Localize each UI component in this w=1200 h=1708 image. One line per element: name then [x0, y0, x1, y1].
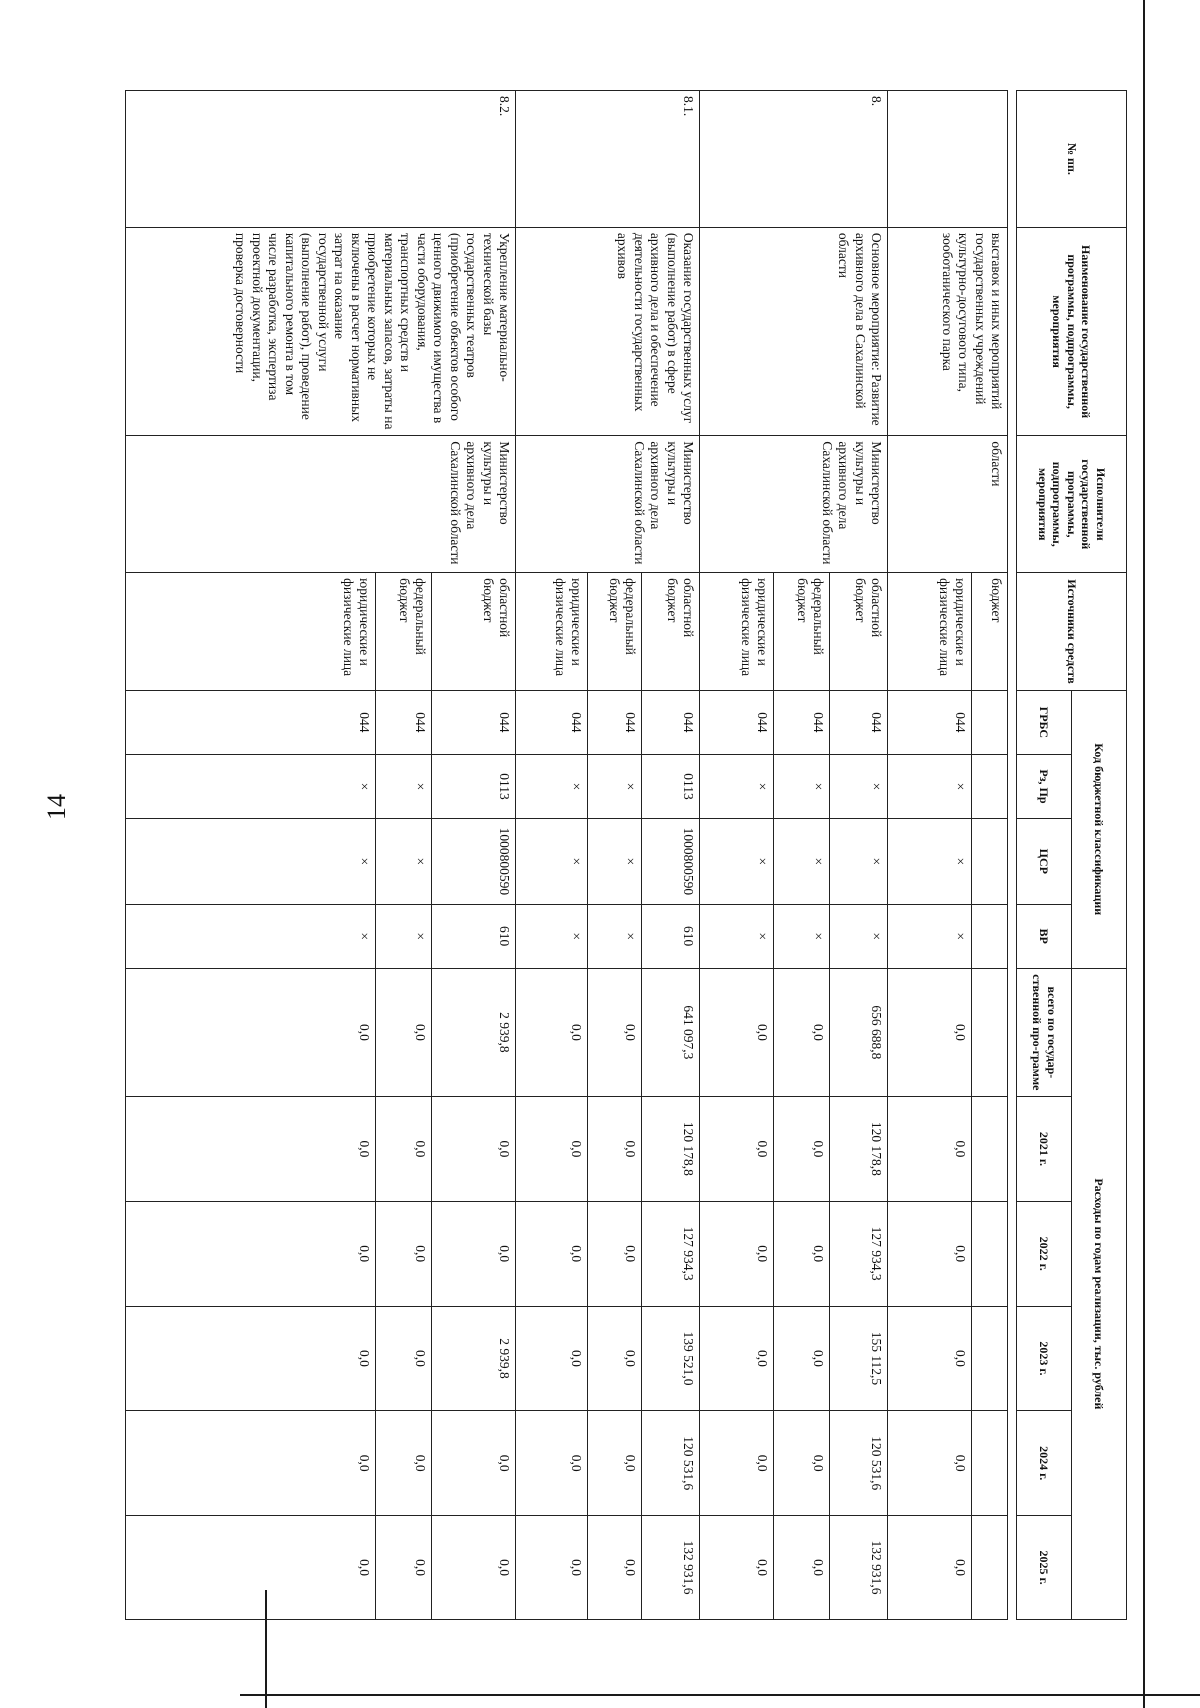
cell-num: 8.1. — [516, 91, 700, 228]
table-row — [432, 91, 516, 1620]
cell-rzpr: × — [376, 754, 432, 818]
cell-2023: 155 112,5 — [830, 1306, 888, 1411]
cell-2022: 0,0 — [126, 1201, 376, 1306]
cell-2021: 120 178,8 — [830, 1097, 888, 1202]
cell-2021: 0,0 — [126, 1097, 376, 1202]
cell-2022: 127 934,3 — [642, 1201, 700, 1306]
cell-2025: 0,0 — [432, 1516, 516, 1620]
cell-total: 0,0 — [126, 968, 376, 1096]
cell-vr: × — [830, 904, 888, 968]
cell-source: областной бюджет — [642, 573, 700, 691]
table-row — [830, 91, 888, 1620]
cell-2021: 120 178,8 — [642, 1097, 700, 1202]
cell-source: областной бюджет — [830, 573, 888, 691]
header-vr: ВР — [1017, 904, 1072, 968]
cell-vr: × — [888, 904, 972, 968]
cell-csr: × — [516, 819, 588, 905]
table-row — [972, 91, 1008, 1620]
cell-grbs: 044 — [700, 690, 774, 754]
cell-2022: 127 934,3 — [830, 1201, 888, 1306]
cell-source: федеральный бюджет — [588, 573, 642, 691]
cell-2025: 132 931,6 — [642, 1516, 700, 1620]
cell-2022: 0,0 — [588, 1201, 642, 1306]
cell-vr: × — [126, 904, 376, 968]
cell-csr: 1000800590 — [432, 819, 516, 905]
cell-name: выставок и иных мероприятий государственных учреждений культурно-досугового типа, зооботанического парка — [888, 227, 1008, 435]
cell-2024: 0,0 — [126, 1411, 376, 1516]
page-number: 14 — [42, 794, 71, 820]
cell-source: юридические и физические лица — [126, 573, 376, 691]
cell-name: Оказание государственных услуг (выполнение работ) в сфере архивного дела и обеспечение деятельности государственных архивов — [516, 227, 700, 435]
cell-rzpr: × — [774, 754, 830, 818]
cell-num: 8.2. — [126, 91, 516, 228]
cell-source: областной бюджет — [432, 573, 516, 691]
cell-2025: 0,0 — [376, 1516, 432, 1620]
cell-vr: × — [376, 904, 432, 968]
header-2024: 2024 г. — [1017, 1411, 1072, 1516]
cell-vr: × — [516, 904, 588, 968]
cell-executor: Министерство культуры и архивного дела Сахалинской области — [700, 436, 888, 573]
cell-2022: 0,0 — [516, 1201, 588, 1306]
cell-grbs: 044 — [830, 690, 888, 754]
cell-2024: 0,0 — [588, 1411, 642, 1516]
cell-csr: × — [774, 819, 830, 905]
cell-vr: × — [774, 904, 830, 968]
budget-table — [125, 90, 1127, 1620]
cell-total: 0,0 — [376, 968, 432, 1096]
cell-total: 0,0 — [516, 968, 588, 1096]
cell-2021: 0,0 — [888, 1097, 972, 1202]
cell-vr: × — [700, 904, 774, 968]
cell-total: 0,0 — [700, 968, 774, 1096]
cell-2025: 0,0 — [888, 1516, 972, 1620]
cell-csr: × — [700, 819, 774, 905]
cell-2024: 0,0 — [376, 1411, 432, 1516]
cell-csr: × — [830, 819, 888, 905]
cell-2022: 0,0 — [700, 1201, 774, 1306]
cell-2023: 0,0 — [888, 1306, 972, 1411]
header-2025: 2025 г. — [1017, 1516, 1072, 1620]
cell-rzpr: × — [516, 754, 588, 818]
cell-2024: 0,0 — [516, 1411, 588, 1516]
cell-total: 2 939,8 — [432, 968, 516, 1096]
cell-total: 0,0 — [588, 968, 642, 1096]
cell-2023: 0,0 — [376, 1306, 432, 1411]
cell-grbs: 044 — [774, 690, 830, 754]
cell-rzpr: × — [126, 754, 376, 818]
cell-num — [888, 91, 1008, 228]
cell-2024: 0,0 — [774, 1411, 830, 1516]
cell-csr: 1000800590 — [642, 819, 700, 905]
cell-source: юридические и физические лица — [888, 573, 972, 691]
cell-2023: 0,0 — [700, 1306, 774, 1411]
cell-2021: 0,0 — [432, 1097, 516, 1202]
cell-2021: 0,0 — [588, 1097, 642, 1202]
cell-total: 641 097,3 — [642, 968, 700, 1096]
cell-2025: 0,0 — [700, 1516, 774, 1620]
rotated-table-container — [82, 90, 1127, 1620]
cell-grbs: 044 — [126, 690, 376, 754]
cell-2025: 0,0 — [516, 1516, 588, 1620]
cell-executor: Министерство культуры и архивного дела Сахалинской области — [516, 436, 700, 573]
cell-csr: × — [888, 819, 972, 905]
cell-2024: 0,0 — [700, 1411, 774, 1516]
cell-grbs: 044 — [376, 690, 432, 754]
header-total: всего по государ-ственной про-грамме — [1017, 968, 1072, 1096]
cell-vr: 610 — [432, 904, 516, 968]
cell-2024: 120 531,6 — [642, 1411, 700, 1516]
cell-2022: 0,0 — [774, 1201, 830, 1306]
cell-2021: 0,0 — [774, 1097, 830, 1202]
cell-2021: 0,0 — [376, 1097, 432, 1202]
cell-vr: × — [588, 904, 642, 968]
cell-csr: × — [126, 819, 376, 905]
cell-2023: 0,0 — [126, 1306, 376, 1411]
cell-2023: 2 939,8 — [432, 1306, 516, 1411]
cell-source: федеральный бюджет — [376, 573, 432, 691]
cell-2025: 132 931,6 — [830, 1516, 888, 1620]
header-executors: Исполнители государственной программы, подпрограммы, мероприятия — [1017, 436, 1127, 573]
header-2021: 2021 г. — [1017, 1097, 1072, 1202]
cell-rzpr: 0113 — [642, 754, 700, 818]
header-2023: 2023 г. — [1017, 1306, 1072, 1411]
cell-2021: 0,0 — [516, 1097, 588, 1202]
cell-2023: 0,0 — [588, 1306, 642, 1411]
cell-2022: 0,0 — [376, 1201, 432, 1306]
header-expenses: Расходы по годам реализации, тыс. рублей — [1072, 968, 1127, 1619]
cell-vr: 610 — [642, 904, 700, 968]
scan-edge-right — [1143, 0, 1145, 1708]
cell-total: 0,0 — [888, 968, 972, 1096]
table-row — [642, 91, 700, 1620]
cell-name: Укрепление материально-технической базы государственных театров (приобретение объектов особого ценного движимого имущества в части оборудования, транспортных средств и материальных запасов, затраты на приобретение которых не включены в расчет нормативных затрат на оказание государственной услуги (выполнение работ), проведение капитального ремонта в том числе разработка, экспертиза проектной документации, проверка достоверности — [126, 227, 516, 435]
header-num: № пп. — [1017, 91, 1127, 228]
cell-2025: 0,0 — [588, 1516, 642, 1620]
cell-source: бюджет — [972, 573, 1008, 691]
cell-2025: 0,0 — [774, 1516, 830, 1620]
cell-executor: Министерство культуры и архивного дела Сахалинской области — [126, 436, 516, 573]
header-name: Наименование государственной программы, подпрограммы, мероприятия — [1017, 227, 1127, 435]
header-grbs: ГРБС — [1017, 690, 1072, 754]
header-2022: 2022 г. — [1017, 1201, 1072, 1306]
cell-csr: × — [588, 819, 642, 905]
cell-2021: 0,0 — [700, 1097, 774, 1202]
cell-2022: 0,0 — [888, 1201, 972, 1306]
cell-grbs: 044 — [588, 690, 642, 754]
header-gap — [1008, 91, 1017, 1620]
cell-csr: × — [376, 819, 432, 905]
cell-grbs: 044 — [516, 690, 588, 754]
cell-2024: 0,0 — [432, 1411, 516, 1516]
cell-source: федеральный бюджет — [774, 573, 830, 691]
cell-total: 656 688,8 — [830, 968, 888, 1096]
cell-rzpr: 0113 — [432, 754, 516, 818]
cell-2023: 0,0 — [516, 1306, 588, 1411]
header-rzpr: Рз, Пр — [1017, 754, 1072, 818]
cell-2025: 0,0 — [126, 1516, 376, 1620]
cell-source: юридические и физические лица — [700, 573, 774, 691]
cell-total: 0,0 — [774, 968, 830, 1096]
cell-2023: 0,0 — [774, 1306, 830, 1411]
header-csr: ЦСР — [1017, 819, 1072, 905]
header-budget-code: Код бюджетной классификации — [1072, 690, 1127, 968]
cell-name: Основное мероприятие: Развитие архивного дела в Сахалинской области — [700, 227, 888, 435]
cell-2024: 120 531,6 — [830, 1411, 888, 1516]
cell-rzpr: × — [588, 754, 642, 818]
cell-num: 8. — [700, 91, 888, 228]
cell-rzpr: × — [830, 754, 888, 818]
cell-grbs: 044 — [642, 690, 700, 754]
cell-grbs: 044 — [888, 690, 972, 754]
cell-executor: области — [888, 436, 1008, 573]
header-sources: Источники средств — [1017, 573, 1127, 691]
cell-2022: 0,0 — [432, 1201, 516, 1306]
cell-2024: 0,0 — [888, 1411, 972, 1516]
cell-source: юридические и физические лица — [516, 573, 588, 691]
cell-rzpr: × — [700, 754, 774, 818]
scan-edge-bottom — [240, 1694, 1200, 1696]
cell-2023: 139 521,0 — [642, 1306, 700, 1411]
cell-grbs: 044 — [432, 690, 516, 754]
cell-rzpr: × — [888, 754, 972, 818]
